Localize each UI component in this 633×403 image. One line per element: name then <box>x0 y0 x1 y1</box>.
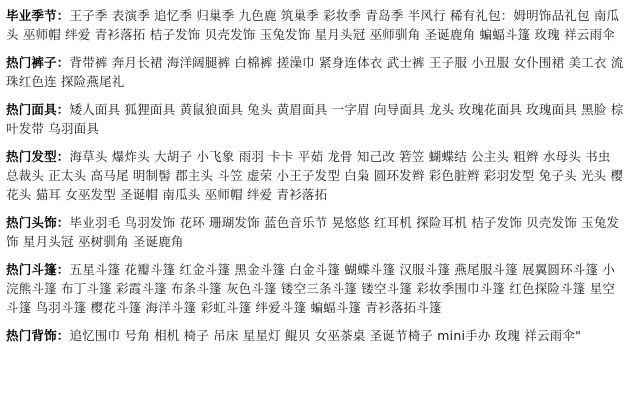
section-popular-headwear <box>6 213 627 251</box>
section-items: 王子季 表演季 追忆季 归巢季 九色鹿 筑巢季 彩妆季 青岛季 半风行 稀有礼包：姆明饰品礼包 南瓜头 巫师帽 绊爱 青衫落拓 桔子发饰 贝壳发饰 玉兔发饰 星月头冠 巫师驯角 圣诞鹿角 蝙蝠斗篷 玫瑰 祥云雨伞 <box>6 8 620 42</box>
section-label: 毕业季节： <box>6 8 70 23</box>
paragraph <box>6 53 627 91</box>
section-popular-hairstyles <box>6 147 627 204</box>
section-label: 热门头饰： <box>6 215 70 230</box>
section-label: 热门发型： <box>6 149 70 164</box>
section-items: 毕业羽毛 鸟羽发饰 花环 珊瑚发饰 蓝色音乐节 晃悠悠 红耳机 探险耳机 桔子发饰 贝壳发饰 玉兔发饰 星月头冠 巫树驯角 圣诞鹿角 <box>6 215 620 249</box>
paragraph <box>6 6 627 44</box>
section-popular-back-accessories <box>6 326 627 345</box>
paragraph <box>6 326 627 345</box>
section-label: 热门背饰： <box>6 328 70 343</box>
section-label: 热门裤子： <box>6 55 70 70</box>
section-label: 热门面具： <box>6 102 70 117</box>
section-items: 五星斗篷 花瓣斗篷 红金斗篷 黑金斗篷 白金斗篷 蝴蝶斗篷 汉服斗篷 燕尾服斗篷 展翼圆环斗篷 小浣熊斗篷 布丁斗篷 彩霞斗篷 布条斗篷 灰色斗篷 镂空三条斗篷 镂空斗篷 彩妆季围巾斗篷 红色探险斗篷 星空斗篷 鸟羽斗篷 樱花斗篷 海洋斗篷 彩虹斗篷 绊爱斗篷 蝙蝠斗篷 青衫落拓斗篷 <box>6 262 616 315</box>
paragraph <box>6 100 627 138</box>
section-items: 海草头 爆炸头 大胡子 小飞象 雨羽 卡卡 平茹 龙骨 知己改 箬笠 蝴蝶结 公主头 粗辫 水母头 书虫 总裁头 正太头 高马尾 明制髻 郡主头 斗笠 虚荣 小王子发型 白枭 圆环发辫 彩色脏辫 彩羽发型 兔子头 光头 樱花头 猫耳 女巫发型 圣诞帽 南瓜头 巫师帽 绊爱 青衫落拓 <box>6 149 624 202</box>
section-popular-capes <box>6 260 627 317</box>
section-label: 热门斗篷： <box>6 262 70 277</box>
section-graduation-season <box>6 6 627 44</box>
section-items: 背带裤 奔月长裙 海洋阔腿裤 白棉裤 搓澡巾 紧身连体衣 武士裤 王子服 小丑服 女仆围裙 美工衣 流珠红色连 探险燕尾礼 <box>6 55 624 89</box>
section-popular-masks <box>6 100 627 138</box>
section-popular-pants <box>6 53 627 91</box>
section-items: 矮人面具 狐狸面具 黄鼠狼面具 兔头 黄眉面具 一字眉 向导面具 龙头 玫瑰花面具 玫瑰面具 黑脸 棕叶发带 乌羽面具 <box>6 102 624 136</box>
section-items: 追忆围巾 号角 相机 椅子 吊床 星星灯 鲲贝 女巫茶桌 圣诞节椅子 mini手办 玫瑰 祥云雨伞" <box>69 328 582 343</box>
paragraph <box>6 260 627 317</box>
paragraph <box>6 147 627 204</box>
paragraph <box>6 213 627 251</box>
